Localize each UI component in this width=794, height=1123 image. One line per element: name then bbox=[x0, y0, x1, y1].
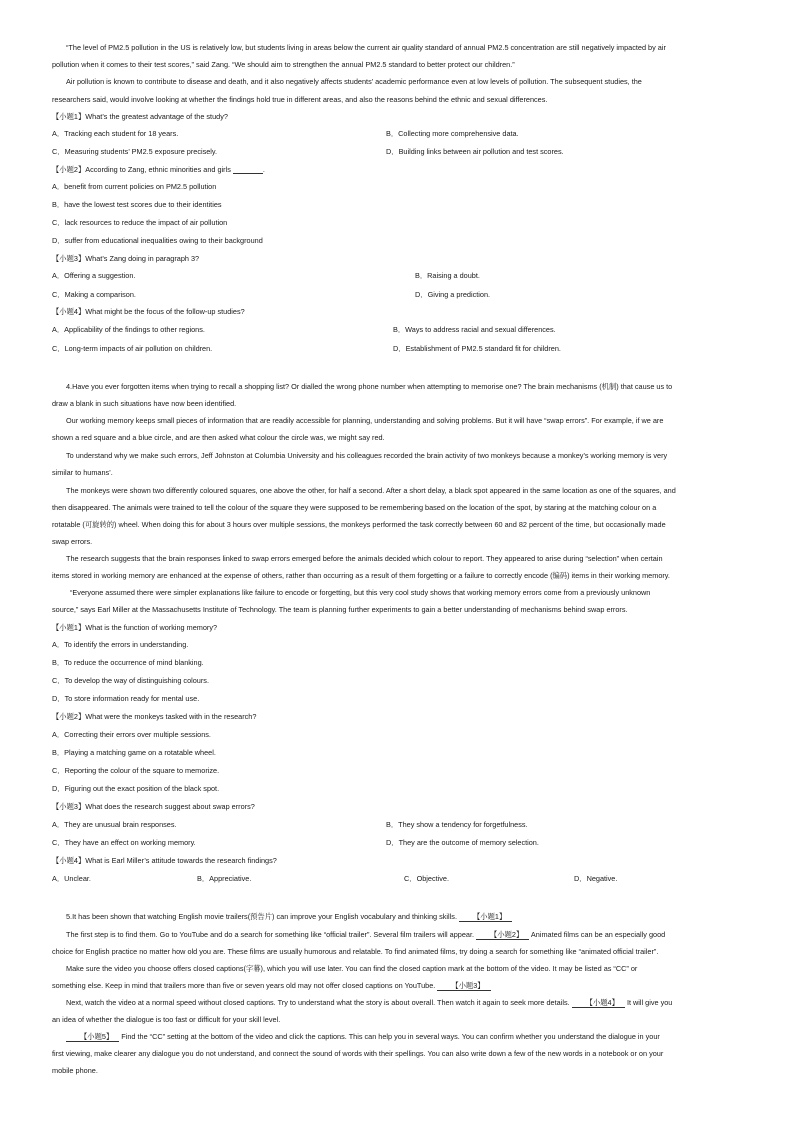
p3-q2-option-b[interactable]: B．have the lowest test scores due to their identities bbox=[52, 200, 222, 209]
p4-para3-line1: To understand why we make such errors, Jeff Johnston at Columbia University and his colleagues recorded the brain activity of two monkeys because a monkey’s working memory is very bbox=[66, 451, 668, 460]
p4-para4-line3: rotatable (可旋转的) wheel. When doing this for about 3 hours over multiple sessions, the monkeys performed the task correctly between 60 and 82 percent of the time, but occasionally made bbox=[52, 520, 666, 529]
p3-q4-option-a[interactable]: A．Applicability of the findings to other regions. bbox=[52, 325, 205, 334]
p5-para4-line2: an idea of whether the dialogue is too fast or difficult for your skill level. bbox=[52, 1015, 281, 1024]
p4-q2-option-b[interactable]: B．Playing a matching game on a rotatable wheel. bbox=[52, 748, 216, 757]
p4-q1-option-a[interactable]: A．To identify the errors in understanding. bbox=[52, 640, 189, 649]
p3-q3-option-b[interactable]: B．Raising a doubt. bbox=[415, 271, 480, 280]
p3-q1-option-a[interactable]: A．Tracking each student for 18 years. bbox=[52, 129, 179, 138]
p4-para6-line1: “Everyone assumed there were simpler explanations like failure to encode or forgetting, but this very cool study shows that working memory errors come from a previously unknown bbox=[70, 588, 651, 597]
p4-para2-line2: shown a red square and a blue circle, and are then asked what colour the circle was, we might say red. bbox=[52, 433, 385, 442]
p4-para4-line1: The monkeys were shown two differently coloured squares, one above the other, for half a second. After a short delay, a black spot appeared in the same location as one of the squares, and bbox=[66, 486, 676, 495]
p4-question-3: 【小题3】What does the research suggest about swap errors? bbox=[52, 802, 255, 811]
p4-q1-option-d[interactable]: D．To store information ready for mental use. bbox=[52, 694, 200, 703]
p4-q2-option-c[interactable]: C．Reporting the colour of the square to memorize. bbox=[52, 766, 220, 775]
p4-q4-option-d[interactable]: D．Negative. bbox=[574, 874, 618, 883]
p4-q1-option-b[interactable]: B．To reduce the occurrence of mind blanking. bbox=[52, 658, 204, 667]
p4-q3-option-d[interactable]: D．They are the outcome of memory selection. bbox=[386, 838, 539, 847]
answer-blank bbox=[233, 166, 263, 174]
p3-q2-option-c[interactable]: C．lack resources to reduce the impact of air pollution bbox=[52, 218, 228, 227]
p3-q1-option-b[interactable]: B．Collecting more comprehensive data. bbox=[386, 129, 519, 138]
p5-para3-line2 bbox=[52, 981, 491, 991]
p4-q2-option-d[interactable]: D．Figuring out the exact position of the black spot. bbox=[52, 784, 220, 793]
p5-para5-line3: mobile phone. bbox=[52, 1066, 98, 1075]
p3-q1-option-d[interactable]: D．Building links between air pollution and test scores. bbox=[386, 147, 564, 156]
gap-2[interactable]: 【小题2】 bbox=[476, 930, 529, 940]
p5-para3-text: something else. Keep in mind that trailers more than five or seven years old may not offer closed captions on YouTube. bbox=[52, 981, 436, 990]
p5-para2-line2: choice for English practice no matter how old you are. These films are usually humorous and relatable. To find animated films, try doing a search for something like “animated official trailer”. bbox=[52, 947, 659, 956]
p3-para1-line2: pollution when it comes to their test scores,” said Zang. “We should aim to strengthen the annual PM2.5 standard to better protect our children.” bbox=[52, 60, 515, 69]
p4-para1-line1: 4.Have you ever forgotten items when trying to recall a shopping list? Or dialled the wrong phone number when attempting to memorise one? The brain mechanisms (机制) that cause us to bbox=[66, 382, 673, 391]
p4-para5-line1: The research suggests that the brain responses linked to swap errors emerged before the animals decided which colour to report. They appeared to arise during “selection” when certain bbox=[66, 554, 663, 563]
p5-para1-text: 5.It has been shown that watching English movie trailers(预告片) can improve your English vocabulary and thinking skills. bbox=[66, 912, 457, 921]
p3-q4-option-b[interactable]: B．Ways to address racial and sexual differences. bbox=[393, 325, 556, 334]
gap-1[interactable]: 【小题1】 bbox=[459, 912, 512, 922]
p3-q3-option-c[interactable]: C．Making a comparison. bbox=[52, 290, 136, 299]
p5-para5-line2: first viewing, make clearer any dialogue you do not understand, and connect the sound of words with their spellings. You can also write down a few of the new words in a notebook or on your bbox=[52, 1049, 664, 1058]
p3-question-2-text: 【小题2】According to Zang, ethnic minorities and girls bbox=[52, 165, 231, 174]
p4-para1-line2: draw a blank in such situations have now been identified. bbox=[52, 399, 237, 408]
p5-para3-line1: Make sure the video you choose offers closed captions(字幕), which you will use later. You can find the closed caption mark at the bottom of the video. It may be listed as “CC” or bbox=[66, 964, 638, 973]
p5-para4-text-cont: It will give you bbox=[626, 998, 673, 1007]
p4-q1-option-c[interactable]: C．To develop the way of distinguishing colours. bbox=[52, 676, 209, 685]
p4-para5-line2: items stored in working memory are enhanced at the expense of others, rather than occurring as a result of them forgetting or a failure to correctly encode (编码) items in their working memory. bbox=[52, 571, 670, 580]
p3-question-3: 【小题3】What’s Zang doing in paragraph 3? bbox=[52, 254, 200, 263]
p4-para3-line2: similar to humans’. bbox=[52, 468, 113, 477]
p4-question-2: 【小题2】What were the monkeys tasked with in the research? bbox=[52, 712, 257, 721]
gap-5[interactable]: 【小题5】 bbox=[66, 1032, 119, 1042]
p3-q2-option-a[interactable]: A．benefit from current policies on PM2.5 pollution bbox=[52, 182, 217, 191]
p3-question-2: 【小题2】According to Zang, ethnic minorities and girls . bbox=[52, 165, 265, 174]
p5-para4-line1 bbox=[66, 998, 672, 1008]
p3-question-1: 【小题1】What’s the greatest advantage of the study? bbox=[52, 112, 228, 121]
p4-q3-option-c[interactable]: C．They have an effect on working memory. bbox=[52, 838, 196, 847]
p3-q3-option-d[interactable]: D．Giving a prediction. bbox=[415, 290, 491, 299]
p5-para5-text: Find the “CC” setting at the bottom of the video and click the captions. This can help you in several ways. You can confirm whether you understand the dialogue in your bbox=[121, 1032, 660, 1041]
gap-4[interactable]: 【小题4】 bbox=[572, 998, 625, 1008]
p3-q4-option-c[interactable]: C．Long-term impacts of air pollution on children. bbox=[52, 344, 213, 353]
p4-q3-option-b[interactable]: B．They show a tendency for forgetfulness. bbox=[386, 820, 528, 829]
p4-q4-option-a[interactable]: A．Unclear. bbox=[52, 874, 91, 883]
p5-para2-line1 bbox=[66, 930, 665, 940]
p5-para1 bbox=[66, 912, 512, 922]
p5-para2-text-cont: Animated films can be an especially good bbox=[530, 930, 666, 939]
p4-question-4: 【小题4】What is Earl Miller’s attitude towards the research findings? bbox=[52, 856, 277, 865]
p3-q1-option-c[interactable]: C．Measuring students’ PM2.5 exposure precisely. bbox=[52, 147, 218, 156]
p4-q4-option-b[interactable]: B．Appreciative. bbox=[197, 874, 252, 883]
p4-q4-option-c[interactable]: C．Objective. bbox=[404, 874, 450, 883]
p4-q2-option-a[interactable]: A．Correcting their errors over multiple sessions. bbox=[52, 730, 211, 739]
p3-para1-line1: “The level of PM2.5 pollution in the US is relatively low, but students living in areas below the current air quality standard of annual PM2.5 concentration are still negatively impacted by air bbox=[66, 43, 666, 52]
p4-para2-line1: Our working memory keeps small pieces of information that are readily accessible for planning, understanding and solving problems. But it will have “swap errors”. For example, if we are bbox=[66, 416, 664, 425]
p3-para2-line2: researchers said, would involve looking at whether the findings hold true in different areas, and also the reasons behind the ethnic and sexual differences. bbox=[52, 95, 548, 104]
p5-para4-text: Next, watch the video at a normal speed without closed captions. Try to understand what the story is about overall. Then watch it again to seek more details. bbox=[66, 998, 570, 1007]
p3-para2-line1: Air pollution is known to contribute to disease and death, and it also negatively affects students’ academic performance even at low levels of pollution. The subsequent studies, the bbox=[66, 77, 642, 86]
p3-question-4: 【小题4】What might be the focus of the follow-up studies? bbox=[52, 307, 245, 316]
p5-para2-text: The first step is to find them. Go to YouTube and do a search for something like “official trailer”. Several film trailers will appear. bbox=[66, 930, 475, 939]
p5-para5-line1 bbox=[66, 1032, 660, 1042]
p3-q3-option-a[interactable]: A．Offering a suggestion. bbox=[52, 271, 136, 280]
p3-q2-option-d[interactable]: D．suffer from educational inequalities owing to their background bbox=[52, 236, 263, 245]
p4-para4-line4: swap errors. bbox=[52, 537, 93, 546]
p3-q4-option-d[interactable]: D．Establishment of PM2.5 standard fit for children. bbox=[393, 344, 561, 353]
p4-para6-line2: source,” says Earl Miller at the Massachusetts Institute of Technology. The team is planning further experiments to gain a better understanding of mechanisms behind swap errors. bbox=[52, 605, 628, 614]
gap-3[interactable]: 【小题3】 bbox=[437, 981, 490, 991]
p4-para4-line2: then disappeared. The animals were trained to tell the colour of the square they were supposed to be remembering based on the location of the spot, by staring at the matching colour on a bbox=[52, 503, 657, 512]
p4-question-1: 【小题1】What is the function of working memory? bbox=[52, 623, 218, 632]
p4-q3-option-a[interactable]: A．They are unusual brain responses. bbox=[52, 820, 177, 829]
